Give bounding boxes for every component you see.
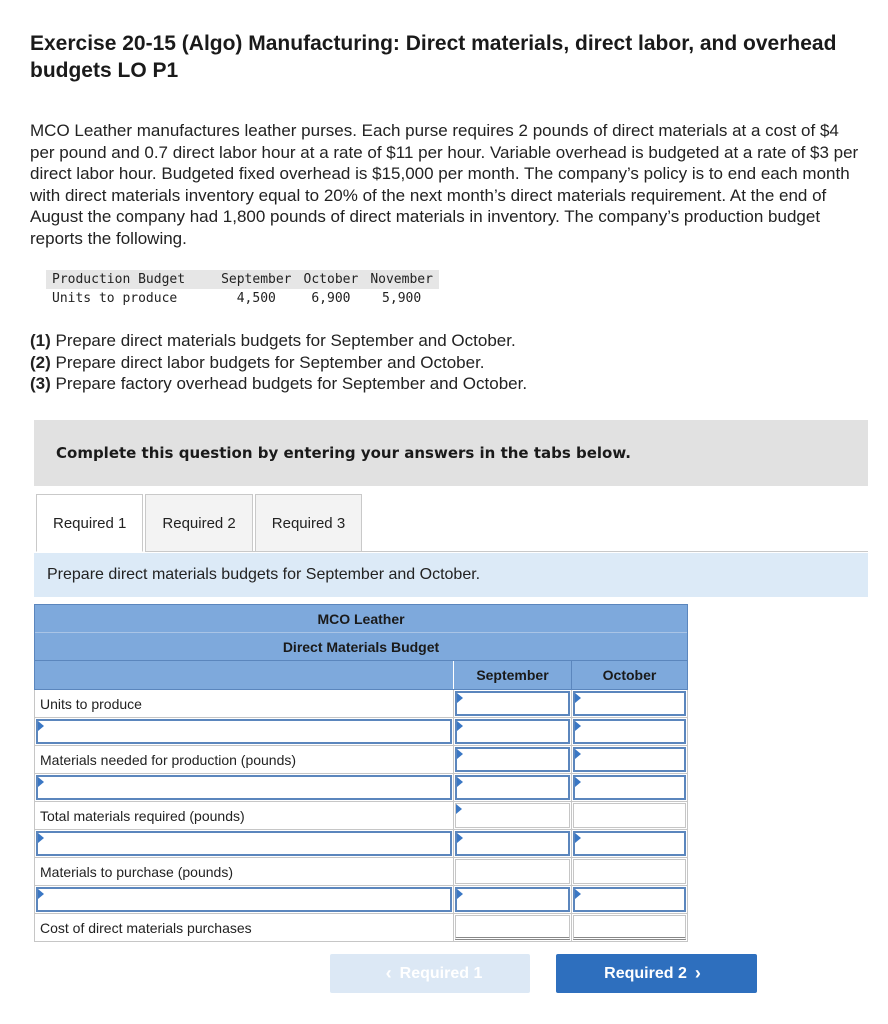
row-label-units-to-produce: Units to produce bbox=[35, 690, 454, 718]
input-marker-icon bbox=[575, 749, 581, 759]
october-total bbox=[573, 803, 686, 828]
header-blank bbox=[35, 661, 454, 690]
september-input[interactable] bbox=[455, 691, 570, 716]
chevron-left-icon: ‹ bbox=[385, 963, 392, 983]
row-label-materials-needed: Materials needed for production (pounds) bbox=[35, 746, 454, 774]
input-marker-icon bbox=[457, 833, 463, 843]
september-total bbox=[455, 803, 570, 828]
month-header: September bbox=[221, 272, 292, 287]
input-marker-icon bbox=[575, 833, 581, 843]
units-value: 6,900 bbox=[311, 291, 351, 306]
october-input[interactable] bbox=[573, 691, 686, 716]
input-marker-icon bbox=[575, 693, 581, 703]
input-marker-icon bbox=[38, 889, 44, 899]
input-marker-icon bbox=[38, 833, 44, 843]
input-marker-icon bbox=[457, 693, 463, 703]
line-item-select[interactable] bbox=[36, 719, 452, 744]
september-purchase bbox=[455, 859, 570, 884]
tab-required-3[interactable]: Required 3 bbox=[255, 494, 362, 552]
october-input[interactable] bbox=[573, 831, 686, 856]
units-value: 5,900 bbox=[382, 291, 422, 306]
september-input[interactable] bbox=[455, 719, 570, 744]
column-header-october: October bbox=[572, 661, 688, 690]
input-marker-icon bbox=[38, 721, 44, 731]
line-item-select[interactable] bbox=[36, 831, 452, 856]
input-marker-icon bbox=[457, 749, 463, 759]
previous-required-button[interactable]: ‹ Required 1 bbox=[330, 954, 530, 993]
input-marker-icon bbox=[456, 804, 462, 814]
budget-name: Direct Materials Budget bbox=[35, 633, 688, 661]
requirement-tabs bbox=[36, 494, 364, 552]
tab-required-1[interactable]: Required 1 bbox=[36, 494, 143, 552]
production-budget-header: Production Budget bbox=[52, 272, 186, 287]
input-marker-icon bbox=[457, 721, 463, 731]
tab-divider bbox=[150, 551, 868, 552]
october-input[interactable] bbox=[573, 887, 686, 912]
row-label-to-purchase: Materials to purchase (pounds) bbox=[35, 858, 454, 886]
line-item-select[interactable] bbox=[36, 775, 452, 800]
row-label-total-required: Total materials required (pounds) bbox=[35, 802, 454, 830]
requirements-list bbox=[30, 330, 527, 395]
september-input[interactable] bbox=[455, 887, 570, 912]
requirement-item: (1) Prepare direct materials budgets for September and October. bbox=[30, 331, 516, 350]
september-cost bbox=[455, 915, 570, 940]
direct-materials-budget-table bbox=[34, 604, 688, 942]
exercise-title: Exercise 20-15 (Algo) Manufacturing: Direct materials, direct labor, and overhead budgets LO P1 bbox=[30, 32, 837, 82]
month-header: November bbox=[370, 272, 433, 287]
input-marker-icon bbox=[457, 777, 463, 787]
input-marker-icon bbox=[575, 777, 581, 787]
next-required-button[interactable]: Required 2 › bbox=[556, 954, 757, 993]
line-item-select[interactable] bbox=[36, 887, 452, 912]
requirement-item: (3) Prepare factory overhead budgets for September and October. bbox=[30, 374, 528, 393]
input-marker-icon bbox=[575, 889, 581, 899]
input-marker-icon bbox=[38, 777, 44, 787]
production-budget-table bbox=[46, 270, 439, 308]
units-value: 4,500 bbox=[236, 291, 276, 306]
problem-description: MCO Leather manufactures leather purses. Each purse requires 2 pounds of direct materials at a cost of $4 per pound and 0.7 direct labor hour at a rate of $11 per hour. Variable overhead is budgeted at a rate of $3 per direct labor hour. Budgeted fixed overhead is $15,000 per month. The company’s policy is to end each month with direct materials inventory equal to 20% of the next month’s direct materials requirement. At the end of August the company had 1,800 pounds of direct materials in inventory. The company’s production budget reports the following. bbox=[30, 121, 859, 248]
input-marker-icon bbox=[457, 889, 463, 899]
october-input[interactable] bbox=[573, 719, 686, 744]
september-input[interactable] bbox=[455, 747, 570, 772]
september-input[interactable] bbox=[455, 831, 570, 856]
units-to-produce-label: Units to produce bbox=[52, 291, 178, 306]
month-header: October bbox=[303, 272, 359, 287]
september-input[interactable] bbox=[455, 775, 570, 800]
october-cost bbox=[573, 915, 686, 940]
chevron-right-icon: › bbox=[694, 963, 701, 983]
company-name: MCO Leather bbox=[35, 605, 688, 633]
row-label-cost: Cost of direct materials purchases bbox=[35, 914, 454, 942]
october-input[interactable] bbox=[573, 775, 686, 800]
requirement-item: (2) Prepare direct labor budgets for September and October. bbox=[30, 352, 485, 372]
input-marker-icon bbox=[575, 721, 581, 731]
october-purchase bbox=[573, 859, 686, 884]
october-input[interactable] bbox=[573, 747, 686, 772]
column-header-september: September bbox=[454, 661, 572, 690]
tab-instruction: Prepare direct materials budgets for September and October. bbox=[34, 553, 868, 597]
tab-required-2[interactable]: Required 2 bbox=[145, 494, 252, 552]
instructions-banner: Complete this question by entering your answers in the tabs below. bbox=[34, 420, 868, 486]
